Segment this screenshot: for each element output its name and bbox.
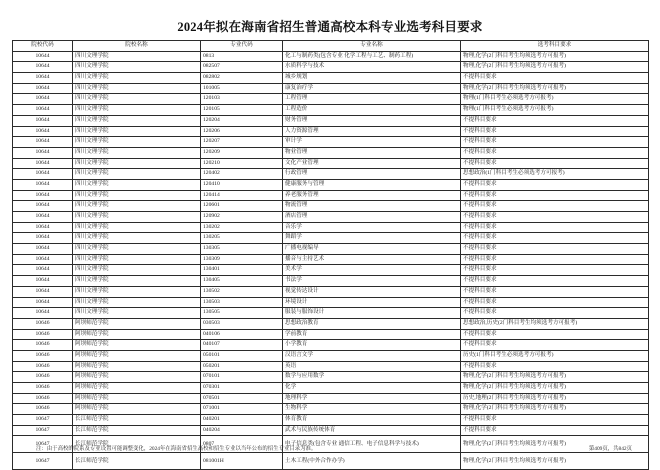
table-row: [13, 276, 649, 287]
cell-major-code: 120207: [201, 137, 283, 148]
table-row: [13, 158, 649, 169]
cell-school-code: 10644: [13, 179, 73, 190]
cell-major-code: 120103: [201, 94, 283, 105]
cell-school-code: 10644: [13, 190, 73, 201]
cell-requirement: 不提科目要求: [461, 254, 649, 265]
cell-major-name: 小学教育: [283, 340, 461, 351]
cell-major-code: 040107: [201, 340, 283, 351]
cell-school-code: 10644: [13, 254, 73, 265]
cell-major-name: 数学与应用数学: [283, 372, 461, 383]
cell-major-name: 环境设计: [283, 297, 461, 308]
cell-major-name: 思想政治教育: [283, 318, 461, 329]
cell-requirement: 不提科目要求: [461, 329, 649, 340]
cell-school-name: 四川文理学院: [73, 73, 201, 84]
cell-major-code: 130309: [201, 254, 283, 265]
cell-major-name: 武术与民族传统体育: [283, 425, 461, 436]
cell-major-code: 130305: [201, 244, 283, 255]
table-row: [13, 265, 649, 276]
cell-requirement: 物理,化学(2门科目考生均须选考方可报考): [461, 62, 649, 73]
table-row: [13, 51, 649, 62]
cell-major-name: 播音与主持艺术: [283, 254, 461, 265]
cell-major-code: 082507: [201, 62, 283, 73]
cell-school-code: 10644: [13, 244, 73, 255]
cell-major-code: 120414: [201, 190, 283, 201]
cell-school-code: 10644: [13, 276, 73, 287]
footer-note: 注：由于高校的院系及专业设置可能调整变化，2024年在海南省招生高校和招生专业以当年公布的招生专业目录为准。: [36, 446, 317, 452]
cell-major-name: 工程造价: [283, 105, 461, 116]
table-row: [13, 372, 649, 383]
column-header-school-name: 院校名称: [73, 41, 201, 52]
cell-requirement: 物理,化学(2门科目考生均须选考方可报考): [461, 51, 649, 62]
cell-school-name: 阿坝师范学院: [73, 318, 201, 329]
table-row: [13, 318, 649, 329]
cell-major-code: 130401: [201, 265, 283, 276]
cell-school-code: 10647: [13, 436, 73, 453]
cell-major-code: 120206: [201, 126, 283, 137]
cell-major-code: 040201: [201, 415, 283, 426]
table-row: [13, 201, 649, 212]
cell-school-name: 四川文理学院: [73, 244, 201, 255]
cell-requirement: 历史,地理(2门科目考生均须选考方可报考): [461, 393, 649, 404]
cell-school-name: 四川文理学院: [73, 158, 201, 169]
cell-school-name: 阿坝师范学院: [73, 340, 201, 351]
cell-school-code: 10646: [13, 329, 73, 340]
cell-school-name: 四川文理学院: [73, 169, 201, 180]
table-row: [13, 286, 649, 297]
cell-school-name: 四川文理学院: [73, 137, 201, 148]
cell-major-name: 人力资源管理: [283, 126, 461, 137]
cell-school-name: 四川文理学院: [73, 233, 201, 244]
cell-school-code: 10644: [13, 83, 73, 94]
cell-requirement: 不提科目要求: [461, 415, 649, 426]
cell-requirement: 物理,化学(2门科目考生均须选考方可报考): [461, 372, 649, 383]
table-row: [13, 393, 649, 404]
cell-school-code: 10646: [13, 393, 73, 404]
cell-major-code: 081001H: [201, 453, 283, 470]
cell-major-code: 050201: [201, 361, 283, 372]
page-title: 2024年拟在海南省招生普通高校本科专业选考科目要求: [177, 20, 483, 34]
cell-school-name: 四川文理学院: [73, 179, 201, 190]
cell-major-code: 130205: [201, 233, 283, 244]
cell-requirement: 不提科目要求: [461, 190, 649, 201]
cell-school-code: 10647: [13, 425, 73, 436]
cell-requirement: 物理,化学(2门科目考生均须选考方可报考): [461, 453, 649, 470]
cell-major-name: 广播电视编导: [283, 244, 461, 255]
cell-school-name: 四川文理学院: [73, 147, 201, 158]
cell-requirement: 物理,化学(2门科目考生均须选考方可报考): [461, 436, 649, 453]
table-row: [13, 83, 649, 94]
cell-requirement: 不提科目要求: [461, 201, 649, 212]
cell-school-name: 四川文理学院: [73, 297, 201, 308]
cell-school-name: 四川文理学院: [73, 126, 201, 137]
cell-school-name: 长江师范学院: [73, 425, 201, 436]
cell-school-code: 10646: [13, 318, 73, 329]
cell-school-name: 阿坝师范学院: [73, 361, 201, 372]
cell-school-name: 四川文理学院: [73, 308, 201, 319]
cell-major-name: 音乐学: [283, 222, 461, 233]
cell-school-code: 10646: [13, 340, 73, 351]
cell-requirement: 不提科目要求: [461, 308, 649, 319]
cell-major-code: 120204: [201, 115, 283, 126]
cell-major-name: 养老服务管理: [283, 190, 461, 201]
cell-major-code: 040204: [201, 425, 283, 436]
table-row: [13, 404, 649, 415]
table-row: [13, 453, 649, 470]
cell-major-name: 土木工程(中外合作办学): [283, 453, 461, 470]
cell-requirement: 不提科目要求: [461, 297, 649, 308]
cell-school-name: 长江师范学院: [73, 415, 201, 426]
cell-major-name: 舞蹈学: [283, 233, 461, 244]
cell-requirement: 物理,化学(2门科目考生均须选考方可报考): [461, 404, 649, 415]
cell-school-code: 10644: [13, 51, 73, 62]
cell-school-name: 四川文理学院: [73, 105, 201, 116]
cell-requirement: 不提科目要求: [461, 244, 649, 255]
cell-requirement: 物理,化学(2门科目考生均须选考方可报考): [461, 83, 649, 94]
table-row: [13, 62, 649, 73]
cell-school-name: 四川文理学院: [73, 212, 201, 223]
cell-requirement: 物理(1门科目考生必须选考方可报考): [461, 105, 649, 116]
column-header-school-code: 院校代码: [13, 41, 73, 52]
cell-requirement: 不提科目要求: [461, 115, 649, 126]
table-row: [13, 244, 649, 255]
cell-requirement: 不提科目要求: [461, 361, 649, 372]
cell-requirement: 不提科目要求: [461, 126, 649, 137]
cell-major-name: 汉语言文学: [283, 350, 461, 361]
cell-school-code: 10644: [13, 212, 73, 223]
cell-major-code: 030503: [201, 318, 283, 329]
table-row: [13, 340, 649, 351]
cell-major-code: 070301: [201, 383, 283, 394]
table-body: [13, 51, 649, 470]
cell-major-name: 化学: [283, 383, 461, 394]
cell-major-code: 082802: [201, 73, 283, 84]
cell-school-code: 10646: [13, 383, 73, 394]
cell-school-name: 长江师范学院: [73, 453, 201, 470]
table-row: [13, 254, 649, 265]
column-header-requirement: 选考科目要求: [461, 41, 649, 52]
cell-major-code: 120210: [201, 158, 283, 169]
cell-major-name: 行政管理: [283, 169, 461, 180]
cell-requirement: 不提科目要求: [461, 233, 649, 244]
table-row: [13, 297, 649, 308]
column-header-major-name: 专业名称: [283, 41, 461, 52]
cell-major-name: 工程管理: [283, 94, 461, 105]
cell-school-code: 10644: [13, 126, 73, 137]
cell-school-code: 10644: [13, 105, 73, 116]
cell-school-name: 四川文理学院: [73, 190, 201, 201]
table-row: [13, 73, 649, 84]
cell-major-code: 101005: [201, 83, 283, 94]
cell-major-name: 城乡规划: [283, 73, 461, 84]
cell-major-name: 体育教育: [283, 415, 461, 426]
cell-major-code: 120410: [201, 179, 283, 190]
table-row: [13, 233, 649, 244]
cell-major-name: 服装与服饰设计: [283, 308, 461, 319]
table-row: [13, 383, 649, 394]
cell-school-code: 10647: [13, 415, 73, 426]
cell-major-code: 120902: [201, 212, 283, 223]
cell-school-code: 10646: [13, 361, 73, 372]
cell-school-code: 10644: [13, 137, 73, 148]
cell-major-name: 视觉传达设计: [283, 286, 461, 297]
cell-major-code: 050101: [201, 350, 283, 361]
cell-requirement: 不提科目要求: [461, 222, 649, 233]
column-header-major-code: 专业代码: [201, 41, 283, 52]
cell-school-name: 阿坝师范学院: [73, 329, 201, 340]
cell-major-name: 学前教育: [283, 329, 461, 340]
cell-school-code: 10644: [13, 265, 73, 276]
cell-school-name: 四川文理学院: [73, 51, 201, 62]
cell-major-code: 130505: [201, 308, 283, 319]
cell-requirement: 不提科目要求: [461, 73, 649, 84]
table-row: [13, 169, 649, 180]
cell-school-name: 四川文理学院: [73, 286, 201, 297]
cell-school-name: 四川文理学院: [73, 222, 201, 233]
table-row: [13, 361, 649, 372]
cell-school-code: 10644: [13, 222, 73, 233]
cell-school-code: 10644: [13, 233, 73, 244]
cell-requirement: 不提科目要求: [461, 147, 649, 158]
table-row: [13, 94, 649, 105]
table-row: [13, 190, 649, 201]
cell-major-name: 物流管理: [283, 201, 461, 212]
table-row: [13, 308, 649, 319]
cell-school-code: 10644: [13, 169, 73, 180]
cell-school-name: 四川文理学院: [73, 201, 201, 212]
cell-major-name: 书法学: [283, 276, 461, 287]
cell-requirement: 不提科目要求: [461, 212, 649, 223]
table-row: [13, 329, 649, 340]
table-row: [13, 137, 649, 148]
cell-school-code: 10644: [13, 297, 73, 308]
requirements-table-container: [12, 40, 648, 470]
cell-school-code: 10646: [13, 372, 73, 383]
table-row: [13, 105, 649, 116]
cell-school-name: 四川文理学院: [73, 265, 201, 276]
cell-major-name: 物业管理: [283, 147, 461, 158]
cell-major-name: 水质科学与技术: [283, 62, 461, 73]
cell-school-name: 四川文理学院: [73, 83, 201, 94]
cell-school-code: 10644: [13, 158, 73, 169]
cell-major-name: 电子信息类(包含专业 通信工程、电子信息科学与技术): [283, 436, 461, 453]
cell-school-code: 10644: [13, 115, 73, 126]
cell-major-code: 120105: [201, 105, 283, 116]
table-row: [13, 350, 649, 361]
cell-major-code: 130405: [201, 276, 283, 287]
cell-school-name: 四川文理学院: [73, 254, 201, 265]
cell-school-code: 10646: [13, 350, 73, 361]
cell-school-name: 阿坝师范学院: [73, 350, 201, 361]
cell-requirement: 不提科目要求: [461, 179, 649, 190]
cell-major-name: 健康服务与管理: [283, 179, 461, 190]
cell-major-code: 070101: [201, 372, 283, 383]
cell-school-code: 10647: [13, 453, 73, 470]
cell-requirement: 物理,化学(2门科目考生均须选考方可报考): [461, 383, 649, 394]
cell-requirement: 历史(1门科目考生必须选考方可报考): [461, 350, 649, 361]
cell-major-name: 审计学: [283, 137, 461, 148]
cell-school-code: 10644: [13, 286, 73, 297]
cell-school-code: 10644: [13, 201, 73, 212]
table-row: [13, 415, 649, 426]
cell-school-name: 长江师范学院: [73, 436, 201, 453]
cell-school-code: 10644: [13, 308, 73, 319]
cell-major-name: 化工与制药类(包含专业 化学工程与工艺、制药工程): [283, 51, 461, 62]
table-header-row: [13, 41, 649, 52]
table-header: [13, 41, 649, 52]
cell-requirement: 不提科目要求: [461, 286, 649, 297]
cell-major-code: 0813: [201, 51, 283, 62]
cell-major-code: 130202: [201, 222, 283, 233]
cell-major-code: 120601: [201, 201, 283, 212]
cell-requirement: 思想政治(1门科目考生必须选考方可报考): [461, 169, 649, 180]
cell-school-code: 10644: [13, 73, 73, 84]
cell-major-code: 040106: [201, 329, 283, 340]
requirements-table: [12, 40, 649, 470]
cell-requirement: 不提科目要求: [461, 276, 649, 287]
cell-major-name: 美术学: [283, 265, 461, 276]
cell-major-code: 071001: [201, 404, 283, 415]
cell-school-name: 四川文理学院: [73, 62, 201, 73]
cell-school-name: 阿坝师范学院: [73, 372, 201, 383]
cell-school-name: 四川文理学院: [73, 94, 201, 105]
cell-requirement: 物理(1门科目考生必须选考方可报考): [461, 94, 649, 105]
cell-school-code: 10644: [13, 94, 73, 105]
cell-school-code: 10646: [13, 404, 73, 415]
cell-school-name: 四川文理学院: [73, 115, 201, 126]
cell-major-code: 130503: [201, 297, 283, 308]
cell-major-name: 生物科学: [283, 404, 461, 415]
cell-school-name: 阿坝师范学院: [73, 393, 201, 404]
cell-school-code: 10644: [13, 62, 73, 73]
cell-requirement: 不提科目要求: [461, 158, 649, 169]
cell-school-code: 10644: [13, 147, 73, 158]
cell-major-name: 财务管理: [283, 115, 461, 126]
cell-major-code: 130502: [201, 286, 283, 297]
cell-major-code: 120209: [201, 147, 283, 158]
table-row: [13, 212, 649, 223]
table-row: [13, 425, 649, 436]
cell-requirement: 不提科目要求: [461, 340, 649, 351]
cell-school-name: 四川文理学院: [73, 276, 201, 287]
cell-major-code: 120402: [201, 169, 283, 180]
cell-requirement: 不提科目要求: [461, 137, 649, 148]
cell-school-name: 阿坝师范学院: [73, 383, 201, 394]
table-row: [13, 126, 649, 137]
cell-major-code: 0807: [201, 436, 283, 453]
cell-major-name: 文化产业管理: [283, 158, 461, 169]
table-row: [13, 147, 649, 158]
cell-major-name: 英语: [283, 361, 461, 372]
cell-major-name: 康复治疗学: [283, 83, 461, 94]
table-row: [13, 222, 649, 233]
cell-school-name: 阿坝师范学院: [73, 404, 201, 415]
cell-requirement: 不提科目要求: [461, 265, 649, 276]
cell-major-code: 070501: [201, 393, 283, 404]
cell-major-name: 酒店管理: [283, 212, 461, 223]
cell-requirement: 思想政治,历史(2门科目考生均须选考方可报考): [461, 318, 649, 329]
cell-major-name: 地理科学: [283, 393, 461, 404]
cell-requirement: 不提科目要求: [461, 425, 649, 436]
footer-page-number: 第409页，共842页: [588, 446, 632, 452]
table-row: [13, 179, 649, 190]
table-row: [13, 115, 649, 126]
